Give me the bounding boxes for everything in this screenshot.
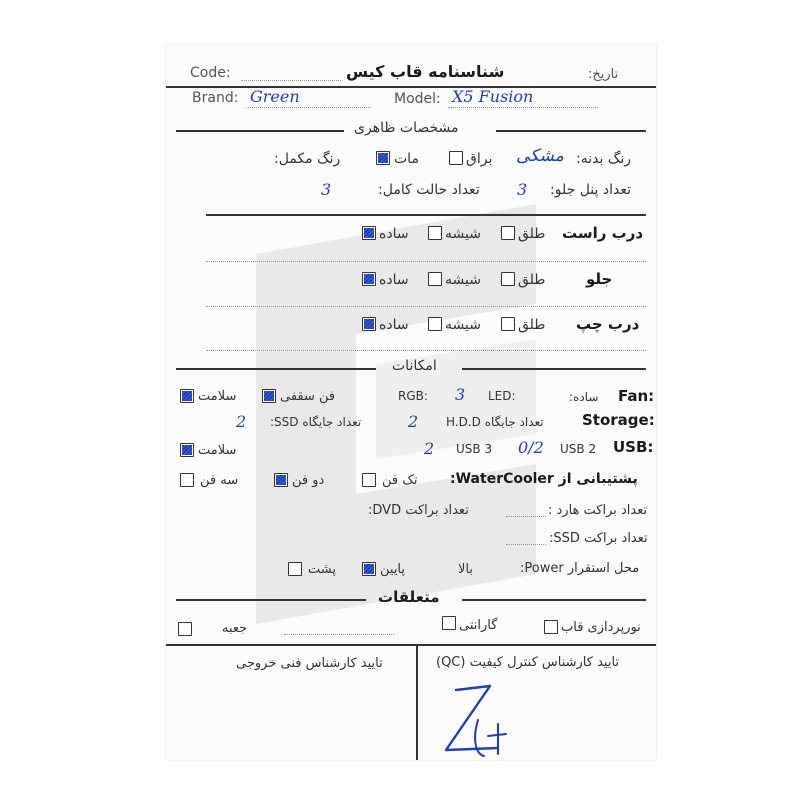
hdd-value[interactable]: 2: [408, 412, 419, 431]
usb3-value[interactable]: 2: [424, 439, 435, 458]
watercooler-label: پشتیبانی از WaterCooler:: [450, 471, 638, 487]
fan-label: Fan:: [618, 387, 655, 405]
front-plexi-checkbox[interactable]: [501, 272, 515, 286]
usb-health-checkbox[interactable]: [180, 443, 194, 457]
ssd-label: تعداد جایگاه SSD:: [270, 415, 362, 429]
footer-divider: [416, 644, 418, 760]
left-door-plexi-label: طلق: [518, 317, 546, 333]
glossy-label: براق: [466, 151, 493, 167]
warranty-label: گارانتی: [459, 618, 498, 633]
box-label: جعبه: [222, 621, 248, 636]
right-door-glass-label: شیشه: [445, 226, 481, 242]
fan-health-label: سلامت: [198, 389, 237, 404]
usb3-label: USB 3: [456, 442, 493, 456]
lighting-checkbox[interactable]: [544, 620, 558, 634]
wc-double-label: دو فن: [292, 473, 325, 488]
header-rule: [166, 86, 656, 88]
power-top-label: بالا: [458, 562, 473, 577]
usb-label: USB:: [613, 438, 654, 456]
hard-bracket-field[interactable]: [506, 516, 546, 517]
fan-simple-label: ساده:: [569, 390, 599, 404]
fan-ceiling-label: فن سقفی: [280, 389, 336, 404]
wc-triple-label: سه فن: [200, 473, 239, 488]
features-section-title: امکانات: [392, 358, 437, 374]
date-label: تاریخ:: [588, 67, 619, 82]
front-dots: [206, 306, 646, 307]
accessories-section-title: متعلقات: [378, 588, 440, 606]
footer-rule: [166, 644, 656, 646]
usb2-value[interactable]: 0/2: [518, 438, 544, 457]
power-bottom-label: پایین: [380, 562, 406, 577]
complementary-color-label: رنگ مکمل:: [274, 151, 341, 167]
brand-label: Brand:: [192, 90, 239, 106]
ssd-bracket-label: تعداد براکت SSD:: [549, 531, 648, 546]
ssd-bracket-field[interactable]: [506, 544, 546, 545]
model-field: [448, 107, 598, 108]
fan-rgb-label: RGB:: [398, 389, 428, 403]
power-back-label: پشت: [308, 562, 336, 577]
code-field[interactable]: [241, 80, 341, 81]
left-door-plain-label: ساده: [379, 317, 409, 333]
left-door-glass-label: شیشه: [445, 317, 481, 333]
right-door-glass-checkbox[interactable]: [428, 226, 442, 240]
right-door-plain-label: ساده: [379, 226, 409, 242]
form-title: شناسنامه قاب کیس: [346, 62, 505, 81]
tech-approval-label: تایید کارشناس فنی خروجی: [236, 656, 383, 671]
accessories-rule-left: [176, 599, 366, 601]
usb2-label: USB 2: [560, 442, 597, 456]
front-glass-label: شیشه: [445, 272, 481, 288]
right-door-dots: [206, 261, 646, 262]
model-value[interactable]: X5 Fusion: [452, 87, 534, 106]
fan-health-checkbox[interactable]: [180, 389, 194, 403]
full-state-count-value[interactable]: 3: [321, 180, 332, 199]
body-color-label: رنگ بدنه:: [576, 151, 632, 167]
wc-single-checkbox[interactable]: [362, 473, 376, 487]
wc-triple-checkbox[interactable]: [180, 473, 194, 487]
front-label: جلو: [586, 270, 613, 288]
right-door-label: درب راست: [562, 224, 644, 242]
power-bottom-checkbox[interactable]: [362, 562, 376, 576]
dvd-bracket-label: تعداد براکت DVD:: [368, 503, 469, 518]
body-color-value[interactable]: مشکی: [516, 146, 564, 166]
left-door-dots: [206, 350, 646, 351]
qc-approval-label: تایید کارشناس کنترل کیفیت (QC): [436, 655, 620, 670]
power-location-label: محل استقرار Power:: [520, 561, 640, 576]
left-door-plexi-checkbox[interactable]: [501, 317, 515, 331]
case-id-card: [166, 44, 656, 760]
matte-label: مات: [394, 151, 419, 167]
qc-signature-icon[interactable]: [428, 680, 518, 760]
left-door-plain-checkbox[interactable]: [362, 317, 376, 331]
panels-rule: [206, 214, 646, 216]
front-plain-checkbox[interactable]: [362, 272, 376, 286]
warranty-checkbox[interactable]: [442, 616, 456, 630]
wc-double-checkbox[interactable]: [274, 473, 288, 487]
front-glass-checkbox[interactable]: [428, 272, 442, 286]
right-door-plain-checkbox[interactable]: [362, 226, 376, 240]
hdd-label: تعداد جایگاه H.D.D: [446, 415, 544, 429]
appearance-rule-left: [176, 130, 344, 132]
appearance-rule-right: [496, 130, 646, 132]
brand-value[interactable]: Green: [250, 87, 300, 106]
accessories-rule-right: [462, 599, 646, 601]
front-plain-label: ساده: [379, 272, 409, 288]
fan-led-value[interactable]: 3: [455, 385, 466, 404]
right-door-plexi-label: طلق: [518, 226, 546, 242]
lighting-label: نورپردازی قاب: [561, 620, 641, 635]
usb-health-label: سلامت: [198, 443, 237, 458]
box-checkbox[interactable]: [178, 622, 192, 636]
full-state-count-label: تعداد حالت کامل:: [378, 182, 480, 198]
brand-field: [246, 107, 371, 108]
wc-single-label: تک فن: [382, 473, 418, 488]
box-dots: [284, 634, 394, 635]
features-rule-left: [176, 368, 376, 370]
ssd-value[interactable]: 2: [236, 412, 247, 431]
power-back-checkbox[interactable]: [288, 562, 302, 576]
fan-ceiling-checkbox[interactable]: [262, 389, 276, 403]
glossy-checkbox[interactable]: [449, 151, 463, 165]
left-door-label: درب چپ: [576, 315, 640, 333]
fan-led-label: LED:: [488, 389, 516, 403]
hard-bracket-label: تعداد براکت هارد :: [548, 503, 648, 518]
features-rule-right: [462, 368, 646, 370]
front-panel-count-value[interactable]: 3: [517, 180, 528, 199]
right-door-plexi-checkbox[interactable]: [501, 226, 515, 240]
matte-checkbox[interactable]: [376, 151, 390, 165]
model-label: Model:: [394, 91, 441, 107]
code-label: Code:: [190, 65, 231, 81]
storage-label: Storage:: [582, 411, 655, 429]
front-panel-count-label: تعداد پنل جلو:: [550, 182, 631, 198]
appearance-section-title: مشخصات ظاهری: [354, 120, 459, 136]
left-door-glass-checkbox[interactable]: [428, 317, 442, 331]
front-plexi-label: طلق: [518, 272, 546, 288]
